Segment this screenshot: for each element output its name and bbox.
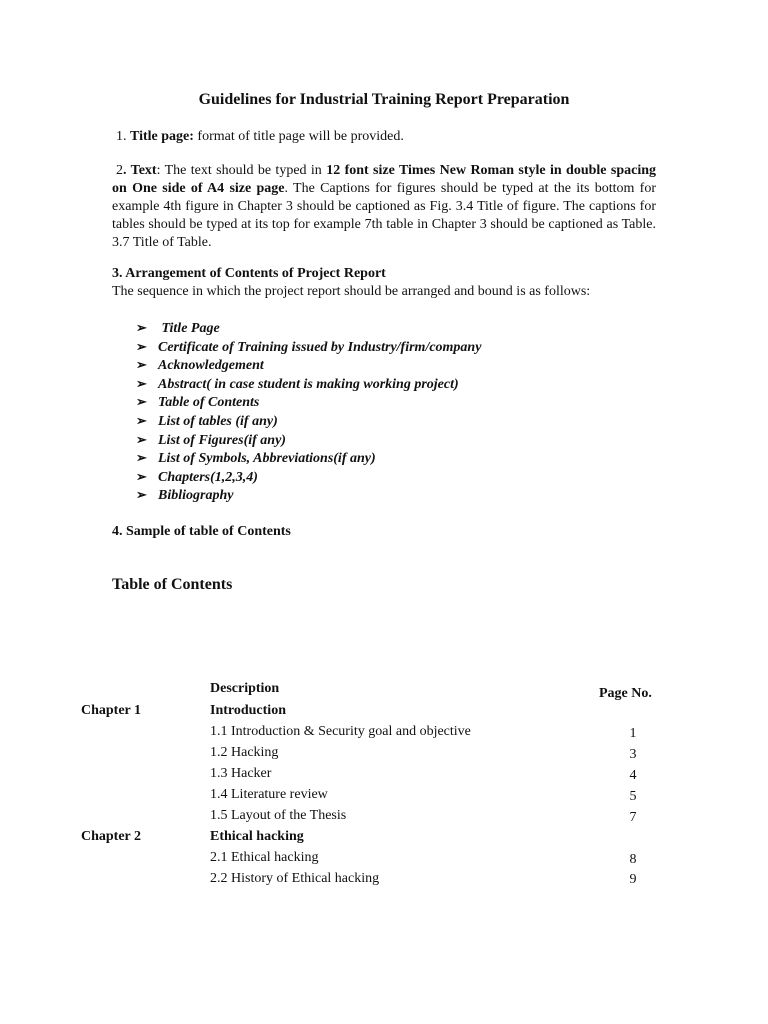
toc-entry-page: 1: [629, 726, 637, 741]
list-item-label: List of Figures(if any): [158, 432, 286, 448]
title-page-guideline: [112, 128, 656, 146]
arrow-bullet-icon: ➢: [136, 412, 147, 428]
list-item: [136, 431, 481, 450]
arrow-bullet-icon: ➢: [136, 320, 147, 335]
list-item: [136, 338, 481, 357]
toc-entry-page: 3: [629, 747, 637, 762]
arrow-bullet-icon: ➢: [136, 394, 147, 410]
list-item-label: Bibliography: [158, 488, 234, 504]
list-item-label: Certificate of Training issued by Industry/firm/company: [158, 339, 482, 355]
toc-entry-page: 8: [629, 852, 637, 867]
arrow-bullet-icon: ➢: [136, 487, 147, 503]
toc-entry-title: 1.2 Hacking: [210, 745, 279, 760]
toc-entry-page: 5: [629, 789, 637, 804]
toc-description-header: Description: [210, 681, 280, 696]
toc-entry-title: 1.3 Hacker: [210, 766, 272, 781]
item-emphasis: 12 font size Times New Roman style in double spacing on One side of A4 size page: [112, 163, 657, 196]
toc-page-header: Page No.: [599, 686, 652, 701]
arrow-bullet-icon: ➢: [136, 338, 147, 354]
item-number: 2: [116, 163, 123, 178]
list-item-label: Abstract( in case student is making working project): [158, 376, 459, 392]
list-item: [136, 319, 481, 338]
list-item: [136, 412, 481, 431]
list-item: [136, 393, 481, 412]
toc-chapter-label: Chapter 2: [81, 829, 142, 844]
item-heading: Text: [130, 163, 157, 178]
list-item: [136, 356, 481, 375]
list-item-label: Title Page: [158, 321, 220, 336]
toc-heading: Table of Contents: [112, 576, 233, 593]
item-number: 1.: [116, 129, 130, 144]
section-4-heading: 4. Sample of table of Contents: [112, 524, 291, 539]
list-item-label: Acknowledgement: [158, 358, 264, 374]
section-3-intro: The sequence in which the project report should be arranged and bound is as follows:: [112, 284, 591, 299]
arrow-bullet-icon: ➢: [136, 357, 147, 373]
toc-entry-title: 1.5 Layout of the Thesis: [210, 808, 347, 823]
list-item-label: Table of Contents: [158, 395, 260, 411]
toc-chapter-title: Ethical hacking: [210, 829, 304, 844]
document-title: Guidelines for Industrial Training Report Preparation: [198, 91, 570, 108]
toc-chapter-title: Introduction: [210, 703, 286, 718]
text-guideline: [112, 162, 656, 252]
arrow-bullet-icon: ➢: [136, 468, 147, 484]
list-item: [136, 375, 481, 394]
item-text-continued: . The Captions for figures should be typed at the its bottom for example 4th figure in Chapter 3 should be captioned as Fig. 3.4 Title of figure. The captions for tables should be typed at its top for example 7th table in Chapter 3 should be captioned as Table. 3.7 Title of Table.: [112, 181, 657, 250]
toc-entry-page: 4: [629, 768, 637, 783]
list-item-label: List of Symbols, Abbreviations(if any): [158, 451, 376, 467]
item-text: : The text should be typed in: [156, 163, 327, 178]
list-item: [136, 449, 481, 468]
toc-entry-title: 1.4 Literature review: [210, 787, 328, 802]
arrow-bullet-icon: ➢: [136, 450, 147, 466]
section-3-heading: 3. Arrangement of Contents of Project Report: [112, 266, 386, 281]
item-heading: Title page:: [130, 129, 194, 144]
list-item: [136, 468, 481, 487]
report-sequence-list: [136, 319, 481, 505]
toc-entry-title: 2.2 History of Ethical hacking: [210, 871, 380, 886]
list-item-label: Chapters(1,2,3,4): [158, 469, 258, 485]
item-text: format of title page will be provided.: [193, 129, 404, 144]
toc-entry-title: 2.1 Ethical hacking: [210, 850, 319, 865]
list-item-label: List of tables (if any): [158, 413, 278, 429]
list-item: [136, 486, 481, 505]
arrow-bullet-icon: ➢: [136, 431, 147, 447]
toc-entry-page: 9: [629, 872, 637, 887]
item-dot: .: [123, 163, 131, 178]
toc-entry-page: 7: [629, 810, 637, 825]
toc-entry-title: 1.1 Introduction & Security goal and objective: [210, 724, 471, 739]
toc-chapter-label: Chapter 1: [81, 703, 142, 718]
arrow-bullet-icon: ➢: [136, 375, 147, 391]
